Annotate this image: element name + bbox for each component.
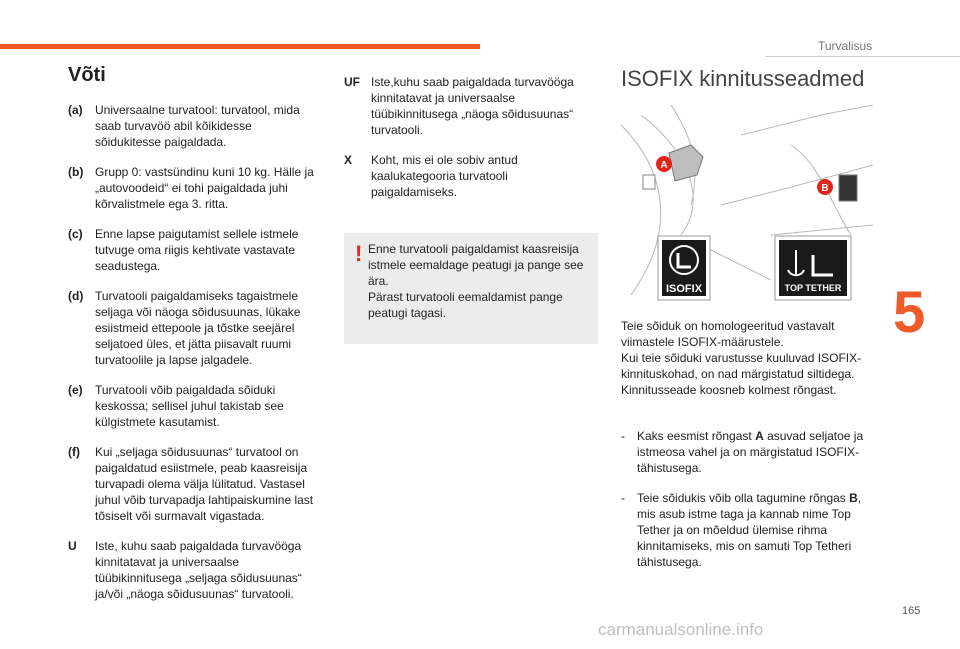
key-text: Iste,kuhu saab paigaldada turvavööga kinnitatavat ja universaalse tüübikinnitusega „näoga sõidusuunas“ turvatooli.	[371, 75, 574, 137]
key-label: X	[344, 153, 353, 167]
key-label: (f)	[68, 445, 80, 459]
key-label: U	[68, 539, 77, 553]
intro-line-2: Kui teie sõiduki varustusse kuuluvad ISOFIX-kinnituskohad, on nad märgistatud siltidega.	[621, 351, 862, 381]
key-item-e	[68, 382, 318, 430]
label-b: B	[821, 183, 829, 194]
key-label: (a)	[68, 103, 83, 117]
chapter-number: 5	[893, 280, 926, 345]
key-list	[68, 102, 318, 616]
section-header: Turvalisus	[818, 39, 873, 53]
bullet-text: asuvad seljatoe ja istmeosa vahel ja on märgistatud ISOFIX-tähistusega.	[637, 429, 864, 475]
warning-icon: !	[355, 241, 363, 266]
bullet-text: Kaks eesmist rõngast	[637, 429, 756, 443]
key-list-continued	[344, 74, 584, 214]
key-label: (d)	[68, 289, 84, 303]
header-rule	[765, 56, 960, 57]
intro-line-1: Teie sõiduk on homologeeritud vastavalt viimastele ISOFIX-määrustele.	[621, 319, 835, 349]
key-title: Võti	[68, 64, 106, 86]
isofix-badge-label: ISOFIX	[665, 283, 703, 295]
toptether-badge-label: TOP TETHER	[784, 283, 842, 293]
key-label: (e)	[68, 383, 83, 397]
bullet-dash: -	[621, 429, 625, 443]
warning-text-2: Pärast turvatooli eemaldamist pange peatugi tagasi.	[368, 290, 563, 320]
watermark: carmanualsonline.info	[598, 620, 764, 639]
seat-illustration	[621, 105, 873, 303]
bullet-text: , mis asub istme taga ja kannab nime Top Tether ja on mõeldud ülemise rihma kinnitamiseks, mis on samuti Top Tetheri tähistusega.	[637, 491, 862, 569]
bullet-bold: A	[755, 429, 764, 443]
key-text: Iste, kuhu saab paigaldada turvavööga kinnitatavat ja universaalse tüübikinnitusega „seljaga sõidusuunas“ ja/või „näoga sõidusuunas“ turvatooli.	[95, 539, 302, 601]
key-text: Kui „seljaga sõidusuunas“ turvatool on paigaldatud esiistmele, peab kaasreisija turvapadi olema välja lülitatud. Vastasel juhul võib turvapadja lahtipaiskumine last tõsiselt või surmavalt vigastada.	[95, 445, 314, 523]
key-label: (b)	[68, 165, 84, 179]
key-text: Enne lapse paigutamist sellele istmele tutvuge oma riigis kehtivate vastavate seadustega.	[95, 227, 299, 273]
isofix-illustration	[621, 105, 873, 303]
key-text: Grupp 0: vastsündinu kuni 10 kg. Hälle ja „autovoodeid“ ei tohi paigaldada juhi kõrvalistmele ega 3. ritta.	[95, 165, 314, 211]
key-text: Turvatooli paigaldamiseks tagaistmele seljaga või näoga sõidusuunas, lükake esiistmeid ettepoole ja tõstke seejärel seljatoed üles, et jätta piisavalt ruumi turvatoolile ja lapse jalgadele.	[95, 289, 301, 367]
isofix-intro	[621, 318, 871, 398]
warning-text-1: Enne turvatooli paigaldamist kaasreisija istmele eemaldage peatugi ja pange see ära.	[368, 242, 584, 288]
bullet-bold: B	[849, 491, 858, 505]
intro-line-3: Kinnitusseade koosneb kolmest rõngast.	[621, 383, 837, 397]
page-number: 165	[902, 605, 921, 617]
key-label: (c)	[68, 227, 83, 241]
key-item-a	[68, 102, 318, 150]
isofix-title: ISOFIX kinnitusseadmed	[621, 66, 865, 91]
key-item-uf	[344, 74, 584, 138]
key-item-u	[68, 538, 318, 602]
isofix-bullets	[621, 428, 871, 570]
bullet-text: Teie sõidukis võib olla tagumine rõngas	[637, 491, 850, 505]
key-item-f	[68, 444, 318, 524]
label-a: A	[660, 160, 668, 171]
bullet-rings-a	[621, 428, 871, 476]
key-item-c	[68, 226, 318, 274]
key-item-x	[344, 152, 584, 200]
top-tether-anchor	[839, 175, 857, 201]
key-text: Turvatooli võib paigaldada sõiduki keskossa; sellisel juhul takistab see külgistmete kasutamist.	[95, 383, 284, 429]
warning-text	[368, 241, 590, 321]
key-text: Universaalne turvatool: turvatool, mida saab turvavöö abil kõikidesse sõidukitesse paigaldada.	[95, 103, 300, 149]
accent-bar	[0, 44, 480, 49]
key-item-d	[68, 288, 318, 368]
key-item-b	[68, 164, 318, 212]
key-label: UF	[344, 75, 360, 89]
bullet-dash: -	[621, 491, 625, 505]
key-text: Koht, mis ei ole sobiv antud kaalukategooria turvatooli paigaldamiseks.	[371, 153, 518, 199]
bullet-ring-b	[621, 490, 871, 570]
